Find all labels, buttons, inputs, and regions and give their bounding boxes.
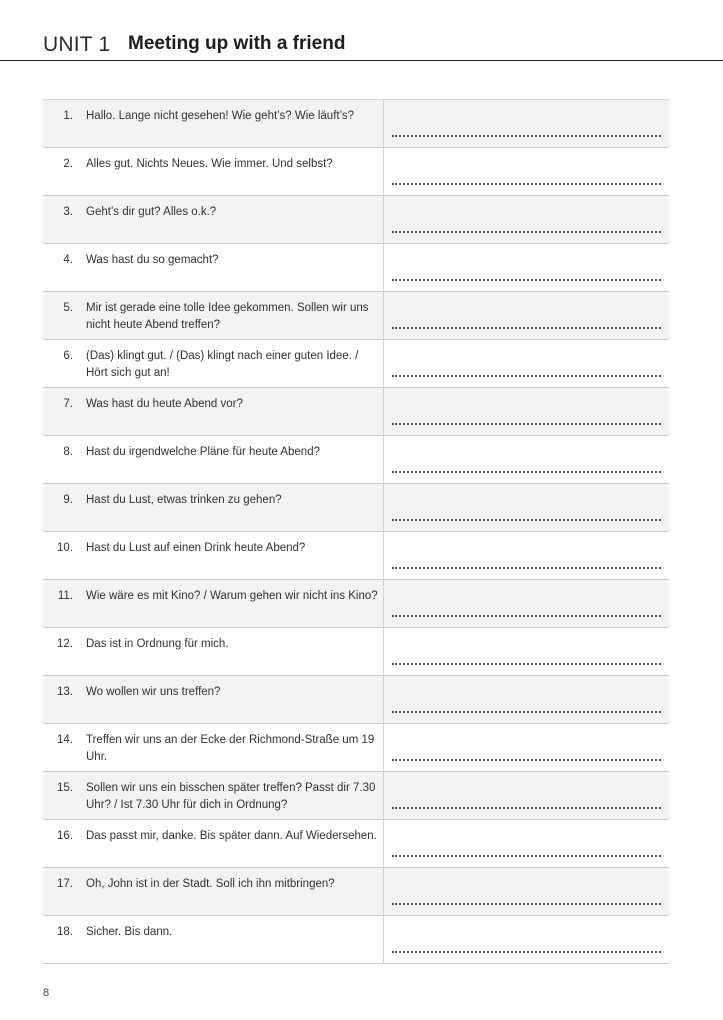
answer-cell[interactable] — [384, 436, 669, 483]
answer-cell[interactable] — [384, 724, 669, 771]
phrase-number: 14. — [57, 734, 73, 746]
table-row — [43, 868, 669, 916]
table-row — [43, 484, 669, 532]
answer-cell[interactable] — [384, 868, 669, 915]
answer-line — [392, 903, 661, 905]
unit-label: UNIT 1 — [43, 33, 111, 56]
answer-cell[interactable] — [384, 148, 669, 195]
answer-line — [392, 279, 661, 281]
phrase-cell — [43, 292, 384, 339]
phrase-cell — [43, 724, 384, 771]
phrase-cell — [43, 916, 384, 963]
answer-line — [392, 423, 661, 425]
phrase-text: Alles gut. Nichts Neues. Wie immer. Und selbst? — [86, 158, 333, 170]
phrase-number: 3. — [63, 206, 73, 218]
phrase-text: Sicher. Bis dann. — [86, 926, 173, 938]
answer-cell[interactable] — [384, 196, 669, 243]
table-row — [43, 196, 669, 244]
page-number: 8 — [43, 987, 50, 999]
phrase-number: 8. — [63, 446, 73, 458]
phrase-number: 12. — [57, 638, 73, 650]
answer-cell[interactable] — [384, 292, 669, 339]
phrase-text: Wo wollen wir uns treffen? — [86, 686, 221, 698]
phrase-number: 10. — [57, 542, 73, 554]
table-row — [43, 148, 669, 196]
table-row — [43, 724, 669, 772]
answer-cell[interactable] — [384, 388, 669, 435]
phrase-number: 16. — [57, 830, 73, 842]
answer-cell[interactable] — [384, 676, 669, 723]
answer-line — [392, 567, 661, 569]
answer-cell[interactable] — [384, 916, 669, 963]
phrase-cell — [43, 100, 384, 147]
phrase-cell — [43, 340, 384, 387]
phrase-text: Was hast du so gemacht? — [86, 254, 219, 266]
answer-line — [392, 327, 661, 329]
phrase-number: 18. — [57, 926, 73, 938]
answer-line — [392, 951, 661, 953]
phrase-number: 5. — [63, 302, 73, 314]
answer-line — [392, 135, 661, 137]
phrase-text: (Das) klingt gut. / (Das) klingt nach einer guten Idee. / Hört sich gut an! — [86, 350, 359, 379]
phrase-number: 17. — [57, 878, 73, 890]
answer-line — [392, 711, 661, 713]
table-row — [43, 532, 669, 580]
table-row — [43, 436, 669, 484]
answer-cell[interactable] — [384, 772, 669, 819]
phrase-text: Geht’s dir gut? Alles o.k.? — [86, 206, 217, 218]
phrase-text: Das ist in Ordnung für mich. — [86, 638, 229, 650]
phrase-number: 7. — [63, 398, 73, 410]
phrase-cell — [43, 532, 384, 579]
phrase-number: 2. — [63, 158, 73, 170]
phrase-cell — [43, 628, 384, 675]
table-row — [43, 340, 669, 388]
table-row — [43, 772, 669, 820]
answer-line — [392, 855, 661, 857]
phrase-text: Treffen wir uns an der Ecke der Richmond-Straße um 19 Uhr. — [86, 734, 375, 763]
phrase-number: 11. — [57, 590, 73, 602]
table-row — [43, 244, 669, 292]
answer-line — [392, 471, 661, 473]
answer-cell[interactable] — [384, 484, 669, 531]
phrase-table — [43, 99, 669, 964]
table-row — [43, 628, 669, 676]
phrase-text: Das passt mir, danke. Bis später dann. Auf Wiedersehen. — [86, 830, 377, 842]
phrase-text: Mir ist gerade eine tolle Idee gekommen. Sollen wir uns nicht heute Abend treffen? — [86, 302, 369, 331]
phrase-cell — [43, 148, 384, 195]
phrase-cell — [43, 484, 384, 531]
phrase-number: 15. — [57, 782, 73, 794]
phrase-cell — [43, 388, 384, 435]
phrase-text: Wie wäre es mit Kino? / Warum gehen wir nicht ins Kino? — [86, 590, 378, 602]
answer-cell[interactable] — [384, 100, 669, 147]
answer-line — [392, 519, 661, 521]
phrase-cell — [43, 436, 384, 483]
table-row — [43, 916, 669, 964]
answer-line — [392, 615, 661, 617]
phrase-text: Was hast du heute Abend vor? — [86, 398, 243, 410]
answer-line — [392, 183, 661, 185]
answer-cell[interactable] — [384, 628, 669, 675]
answer-line — [392, 807, 661, 809]
answer-cell[interactable] — [384, 340, 669, 387]
phrase-text: Hast du Lust, etwas trinken zu gehen? — [86, 494, 282, 506]
answer-cell[interactable] — [384, 532, 669, 579]
answer-line — [392, 663, 661, 665]
phrase-text: Sollen wir uns ein bisschen später treffen? Passt dir 7.30 Uhr? / Ist 7.30 Uhr für dich in Ordnung? — [86, 782, 376, 811]
table-row — [43, 388, 669, 436]
phrase-cell — [43, 820, 384, 867]
phrase-text: Hast du Lust auf einen Drink heute Abend? — [86, 542, 306, 554]
answer-line — [392, 759, 661, 761]
phrase-cell — [43, 580, 384, 627]
phrase-number: 13. — [57, 686, 73, 698]
phrase-number: 9. — [63, 494, 73, 506]
phrase-cell — [43, 676, 384, 723]
table-row — [43, 676, 669, 724]
table-row — [43, 292, 669, 340]
phrase-number: 6. — [63, 350, 73, 362]
page-title: Meeting up with a friend — [128, 33, 346, 54]
phrase-cell — [43, 772, 384, 819]
answer-cell[interactable] — [384, 820, 669, 867]
phrase-number: 4. — [63, 254, 73, 266]
answer-line — [392, 375, 661, 377]
answer-cell[interactable] — [384, 580, 669, 627]
phrase-number: 1. — [63, 110, 73, 122]
phrase-text: Hallo. Lange nicht gesehen! Wie geht’s? Wie läuft’s? — [86, 110, 355, 122]
table-row — [43, 580, 669, 628]
table-row — [43, 820, 669, 868]
answer-line — [392, 231, 661, 233]
phrase-text: Oh, John ist in der Stadt. Soll ich ihn mitbringen? — [86, 878, 335, 890]
answer-cell[interactable] — [384, 244, 669, 291]
phrase-cell — [43, 868, 384, 915]
phrase-cell — [43, 244, 384, 291]
page-header — [0, 0, 723, 61]
phrase-text: Hast du irgendwelche Pläne für heute Abend? — [86, 446, 320, 458]
phrase-cell — [43, 196, 384, 243]
table-row — [43, 100, 669, 148]
